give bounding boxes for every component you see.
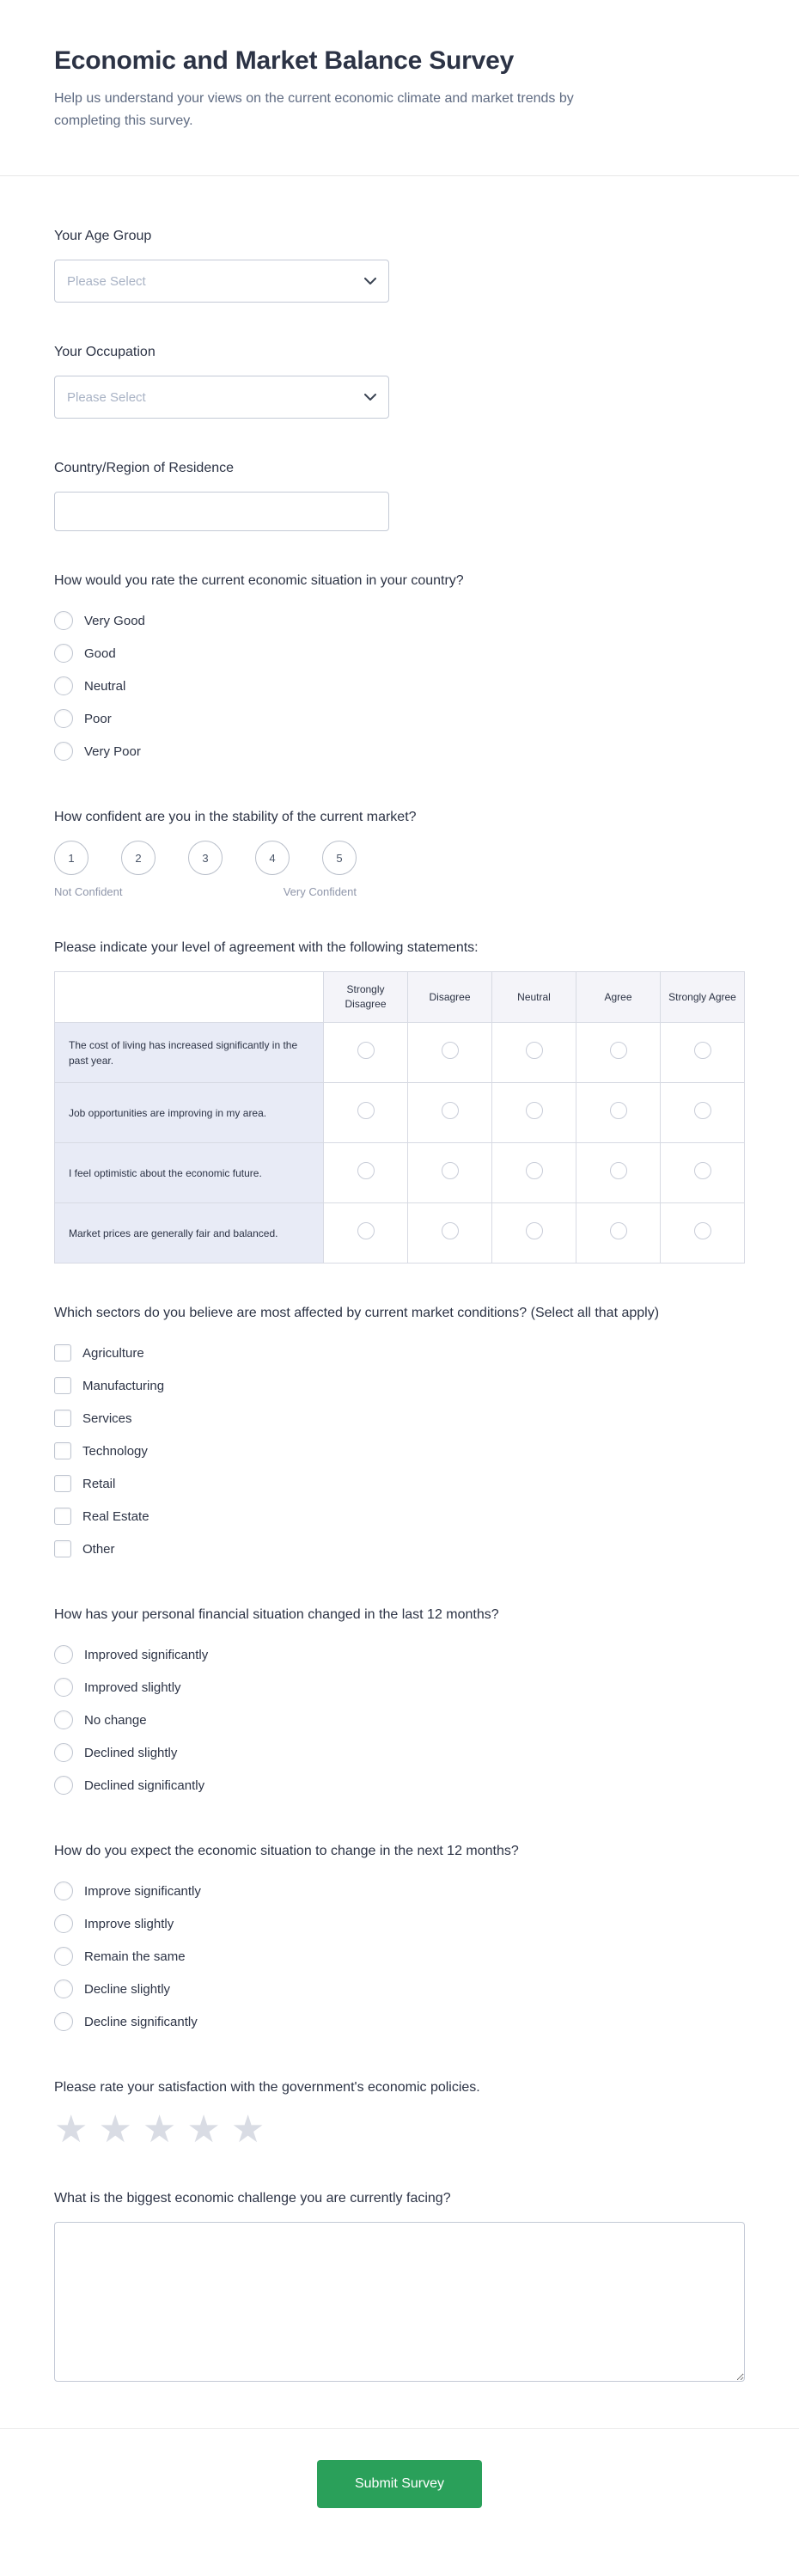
matrix-radio-cell[interactable]	[576, 1203, 661, 1264]
checkbox-option[interactable]	[54, 1337, 745, 1369]
radio-icon	[442, 1162, 459, 1179]
scale-group	[54, 841, 745, 875]
radio-option[interactable]	[54, 1704, 745, 1736]
radio-icon	[610, 1222, 627, 1239]
radio-icon	[526, 1222, 543, 1239]
question-label: How confident are you in the stability of the current market?	[54, 810, 417, 824]
scale-labels	[54, 885, 357, 898]
question-sectors	[54, 1303, 745, 1565]
country-input[interactable]	[54, 492, 389, 531]
radio-icon	[694, 1222, 711, 1239]
scale-value: 1	[68, 851, 75, 865]
question-label: How do you expect the economic situation to change in the next 12 months?	[54, 1844, 519, 1858]
radio-option[interactable]	[54, 735, 745, 768]
question-label: Your Occupation	[54, 345, 156, 359]
option-label: Services	[82, 1410, 132, 1426]
option-label: Decline significantly	[84, 2014, 198, 2029]
radio-icon	[54, 1678, 73, 1697]
radio-icon	[54, 1882, 73, 1900]
option-label: Retail	[82, 1476, 116, 1491]
radio-option[interactable]	[54, 1973, 745, 2005]
matrix-radio-cell[interactable]	[324, 1023, 408, 1083]
option-label: Improve significantly	[84, 1883, 201, 1899]
matrix-radio-cell[interactable]	[661, 1083, 745, 1143]
radio-icon	[357, 1102, 375, 1119]
radio-icon	[610, 1102, 627, 1119]
scale-option[interactable]	[322, 841, 357, 875]
radio-option[interactable]	[54, 1736, 745, 1769]
question-future-outlook	[54, 1841, 745, 2038]
option-label: Improve slightly	[84, 1916, 174, 1931]
matrix-radio-cell[interactable]	[408, 1143, 492, 1203]
matrix-column-header: Strongly Agree	[661, 972, 745, 1023]
matrix-column-header: Neutral	[492, 972, 576, 1023]
matrix-radio-cell[interactable]	[492, 1143, 576, 1203]
radio-icon	[54, 1645, 73, 1664]
question-label: How has your personal financial situation changed in the last 12 months?	[54, 1607, 499, 1622]
radio-option[interactable]	[54, 702, 745, 735]
matrix-row-label: Job opportunities are improving in my area.	[55, 1083, 324, 1143]
checkbox-icon	[54, 1377, 71, 1394]
challenge-textarea[interactable]	[54, 2222, 745, 2382]
matrix-row	[55, 1143, 745, 1203]
checkbox-option[interactable]	[54, 1533, 745, 1565]
question-label: How would you rate the current economic situation in your country?	[54, 573, 464, 588]
matrix-column-header: Agree	[576, 972, 661, 1023]
radio-icon	[54, 709, 73, 728]
scale-option[interactable]	[54, 841, 88, 875]
option-label: Declined slightly	[84, 1745, 178, 1760]
matrix-row	[55, 1203, 745, 1264]
question-financial-change	[54, 1605, 745, 1802]
radio-icon	[442, 1222, 459, 1239]
checkbox-icon	[54, 1442, 71, 1459]
checkbox-option[interactable]	[54, 1402, 745, 1435]
radio-icon	[357, 1162, 375, 1179]
checkbox-option[interactable]	[54, 1500, 745, 1533]
question-label: Which sectors do you believe are most affected by current market conditions? (Select all that apply)	[54, 1306, 660, 1320]
scale-value: 5	[336, 851, 343, 865]
scale-option[interactable]	[255, 841, 290, 875]
option-label: Agriculture	[82, 1345, 144, 1361]
form-subtitle: Help us understand your views on the current economic climate and market trends by completing this survey.	[54, 91, 574, 128]
star-rating	[54, 2111, 745, 2149]
checkbox-group	[54, 1337, 745, 1565]
occupation-select[interactable]	[54, 376, 389, 419]
question-market-confidence	[54, 807, 745, 898]
matrix-row-label: I feel optimistic about the economic future.	[55, 1143, 324, 1203]
radio-icon	[54, 611, 73, 630]
option-label: Improved significantly	[84, 1647, 209, 1662]
radio-option[interactable]	[54, 1875, 745, 1907]
radio-icon	[54, 676, 73, 695]
radio-icon	[54, 2012, 73, 2031]
radio-icon	[54, 1947, 73, 1966]
matrix-row	[55, 1023, 745, 1083]
star-icon[interactable]	[54, 2111, 88, 2149]
chevron-down-icon	[364, 394, 376, 401]
matrix-row	[55, 1083, 745, 1143]
form-title: Economic and Market Balance Survey	[54, 46, 515, 75]
radio-icon	[54, 1776, 73, 1795]
radio-option[interactable]	[54, 604, 745, 637]
question-age-group	[54, 226, 745, 303]
radio-option[interactable]	[54, 1769, 745, 1802]
matrix-radio-cell[interactable]	[492, 1083, 576, 1143]
radio-icon	[54, 1743, 73, 1762]
age-group-select[interactable]	[54, 260, 389, 303]
scale-value: 2	[135, 851, 142, 865]
question-biggest-challenge	[54, 2188, 745, 2382]
matrix-corner	[55, 972, 324, 1023]
question-policy-satisfaction	[54, 2077, 745, 2149]
matrix-radio-cell[interactable]	[492, 1203, 576, 1264]
question-label: Please indicate your level of agreement with the following statements:	[54, 940, 479, 955]
radio-icon	[694, 1162, 711, 1179]
question-label: Your Age Group	[54, 229, 152, 243]
scale-max-label: Very Confident	[283, 885, 357, 898]
matrix-radio-cell[interactable]	[576, 1083, 661, 1143]
matrix-radio-cell[interactable]	[661, 1203, 745, 1264]
option-label: Improved slightly	[84, 1680, 181, 1695]
matrix-radio-cell[interactable]	[408, 1023, 492, 1083]
radio-option[interactable]	[54, 1940, 745, 1973]
radio-icon	[526, 1102, 543, 1119]
radio-icon	[526, 1042, 543, 1059]
option-label: Manufacturing	[82, 1378, 165, 1393]
checkbox-option[interactable]	[54, 1369, 745, 1402]
radio-icon	[54, 1710, 73, 1729]
radio-option[interactable]	[54, 2005, 745, 2038]
radio-option[interactable]	[54, 1638, 745, 1671]
star-icon[interactable]	[186, 2111, 220, 2149]
scale-value: 3	[202, 851, 209, 865]
matrix-row-label: Market prices are generally fair and balanced.	[55, 1203, 324, 1264]
radio-icon	[54, 742, 73, 761]
radio-icon	[442, 1102, 459, 1119]
question-country	[54, 458, 745, 531]
radio-icon	[54, 1979, 73, 1998]
form-body	[0, 176, 799, 2428]
matrix-radio-cell[interactable]	[661, 1023, 745, 1083]
option-label: Very Good	[84, 613, 145, 628]
option-label: Other	[82, 1541, 115, 1557]
matrix-column-header: Strongly Disagree	[324, 972, 408, 1023]
matrix-radio-cell[interactable]	[324, 1203, 408, 1264]
star-icon[interactable]	[98, 2111, 131, 2149]
radio-icon	[526, 1162, 543, 1179]
form-header	[0, 0, 799, 175]
submit-button[interactable]: Submit Survey	[317, 2460, 482, 2508]
checkbox-option[interactable]	[54, 1467, 745, 1500]
option-label: Very Poor	[84, 743, 141, 759]
radio-group	[54, 1875, 745, 2038]
star-icon[interactable]	[143, 2111, 176, 2149]
radio-group	[54, 604, 745, 768]
select-placeholder: Please Select	[67, 389, 146, 405]
radio-icon	[694, 1102, 711, 1119]
option-label: Real Estate	[82, 1508, 149, 1524]
matrix-radio-cell[interactable]	[661, 1143, 745, 1203]
radio-icon	[694, 1042, 711, 1059]
option-label: Declined significantly	[84, 1778, 205, 1793]
radio-option[interactable]	[54, 637, 745, 670]
question-label: Please rate your satisfaction with the government's economic policies.	[54, 2080, 480, 2095]
submit-section	[0, 2428, 799, 2556]
question-economic-rating	[54, 571, 745, 768]
chevron-down-icon	[364, 278, 376, 285]
radio-icon	[610, 1042, 627, 1059]
question-occupation	[54, 342, 745, 419]
question-label: What is the biggest economic challenge you are currently facing?	[54, 2191, 451, 2206]
agreement-matrix	[54, 971, 745, 1264]
option-label: Technology	[82, 1443, 148, 1459]
matrix-radio-cell[interactable]	[408, 1203, 492, 1264]
scale-min-label: Not Confident	[54, 885, 123, 898]
checkbox-icon	[54, 1508, 71, 1525]
matrix-row-label: The cost of living has increased significantly in the past year.	[55, 1023, 324, 1083]
radio-option[interactable]	[54, 1671, 745, 1704]
radio-group	[54, 1638, 745, 1802]
scale-option[interactable]	[188, 841, 223, 875]
option-label: Good	[84, 646, 116, 661]
checkbox-icon	[54, 1410, 71, 1427]
matrix-radio-cell[interactable]	[576, 1143, 661, 1203]
question-agreement-matrix	[54, 938, 745, 1264]
option-label: Neutral	[84, 678, 126, 694]
question-label: Country/Region of Residence	[54, 461, 235, 475]
matrix-radio-cell[interactable]	[324, 1083, 408, 1143]
matrix-radio-cell[interactable]	[492, 1023, 576, 1083]
radio-icon	[54, 1914, 73, 1933]
radio-icon	[357, 1222, 375, 1239]
radio-icon	[442, 1042, 459, 1059]
radio-icon	[357, 1042, 375, 1059]
matrix-radio-cell[interactable]	[576, 1023, 661, 1083]
radio-icon	[610, 1162, 627, 1179]
scale-value: 4	[269, 851, 276, 865]
matrix-radio-cell[interactable]	[408, 1083, 492, 1143]
radio-option[interactable]	[54, 670, 745, 702]
checkbox-option[interactable]	[54, 1435, 745, 1467]
checkbox-icon	[54, 1540, 71, 1557]
option-label: Poor	[84, 711, 112, 726]
option-label: Remain the same	[84, 1949, 186, 1964]
checkbox-icon	[54, 1475, 71, 1492]
matrix-header-row	[55, 972, 745, 1023]
option-label: Decline slightly	[84, 1981, 171, 1997]
select-placeholder: Please Select	[67, 273, 146, 289]
radio-icon	[54, 644, 73, 663]
radio-option[interactable]	[54, 1907, 745, 1940]
option-label: No change	[84, 1712, 147, 1728]
matrix-column-header: Disagree	[408, 972, 492, 1023]
scale-option[interactable]	[121, 841, 156, 875]
matrix-radio-cell[interactable]	[324, 1143, 408, 1203]
star-icon[interactable]	[231, 2111, 265, 2149]
checkbox-icon	[54, 1344, 71, 1361]
